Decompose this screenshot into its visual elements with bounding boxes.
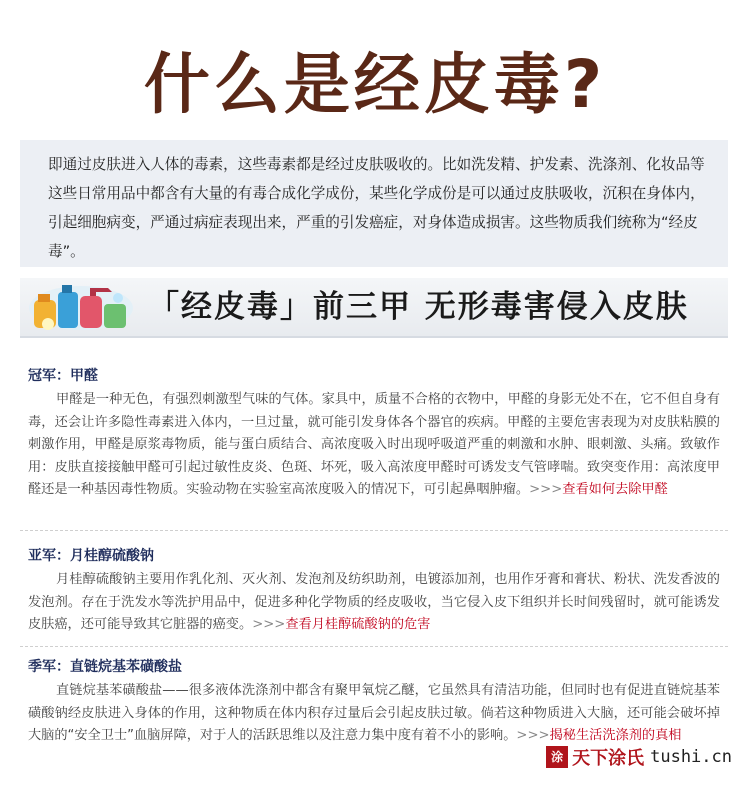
seal-logo: 涂 xyxy=(546,746,568,768)
page-title: 什么是经皮毒? xyxy=(143,46,607,123)
section-title: 季军：直链烷基苯磺酸盐 xyxy=(28,659,182,675)
detergent-truth-link[interactable]: 揭秘生活洗涤剂的真相 xyxy=(549,728,682,743)
section-text: 直链烷基苯磺酸盐——很多液体洗涤剂中都含有聚甲氧烷乙醚，它虽然具有清洁功能，但同时也有促进直链烷基苯磺酸钠经皮肤进入身体的作用，这种物质在体内积存过量后会引起皮肤过敏。倘若这种物质进入大脑，还可能会破坏掉大脑的“安全卫士”血脑屏障，对于人的活跃思维以及注意力集中度有着不小的影响。 xyxy=(28,683,720,743)
brand-name: 天下涂氏 xyxy=(572,748,645,769)
divider xyxy=(20,646,728,647)
divider xyxy=(20,530,728,531)
section-title: 冠军：甲醛 xyxy=(28,368,98,384)
section-text: 甲醛是一种无色，有强烈刺激型气味的气体。家具中，质量不合格的衣物中，甲醛的身影无处不在，它不但自身有毒，还会让许多隐性毒素进入体内，一旦过量，就可能引发身体各个器官的疾病。甲醛的主要危害表现为对皮肤粘膜的刺激作用，甲醛是原浆毒物质，能与蛋白质结合、高浓度吸入时出现呼吸道严重的刺激和水肿、眼刺激、头痛。致敏作用：皮肤直接接触甲醛可引起过敏性皮炎、色斑、坏死，吸入高浓度甲醛时可诱发支气管哮喘。致突变作用：高浓度甲醛还是一种基因毒性物质。实验动物在实验室高浓度吸入的情况下，可引起鼻咽肿瘤。 xyxy=(28,392,720,497)
section-body xyxy=(28,680,720,748)
site-watermark xyxy=(542,744,736,770)
intro-text: 即通过皮肤进入人体的毒素，这些毒素都是经过皮肤吸收的。比如洗发精、护发素、洗涤剂、化妆品等这些日常用品中都含有大量的有毒合成化学成份，某些化学成份是可以通过皮肤吸收，沉积在身体内，引起细胞病变，严通过病症表现出来，严重的引发癌症，对身体造成损害。这些物质我们统称为“经皮毒”。 xyxy=(48,156,705,260)
section-text: 月桂醇硫酸钠主要用作乳化剂、灭火剂、发泡剂及纺织助剂，电镀添加剂，也用作牙膏和膏状、粉状、洗发香波的发泡剂。存在于洗发水等洗护用品中，促进多种化学物质的经皮吸收，当它侵入皮下组织并长时间残留时，就可能诱发皮肤癌，还可能导致其它脏器的癌变。 xyxy=(28,572,720,632)
section-runner-up xyxy=(28,545,720,637)
section-banner xyxy=(20,278,728,338)
section-title: 亚军：月桂醇硫酸钠 xyxy=(28,548,154,564)
section-third xyxy=(28,656,720,748)
section-body xyxy=(28,569,720,637)
remove-formaldehyde-link[interactable]: 查看如何去除甲醛 xyxy=(562,482,668,497)
link-prefix: >>> xyxy=(529,482,563,497)
cleaning-products-icon xyxy=(26,280,136,334)
sls-hazard-link[interactable]: 查看月桂醇硫酸钠的危害 xyxy=(285,617,431,632)
section-champion xyxy=(28,365,720,502)
link-prefix: >>> xyxy=(252,617,286,632)
section-body xyxy=(28,389,720,502)
link-prefix: >>> xyxy=(516,728,550,743)
site-domain: tushi.cn xyxy=(650,747,732,767)
banner-title: 「经皮毒」前三甲 无形毒害侵入皮肤 xyxy=(148,289,689,325)
intro-box xyxy=(20,140,728,267)
